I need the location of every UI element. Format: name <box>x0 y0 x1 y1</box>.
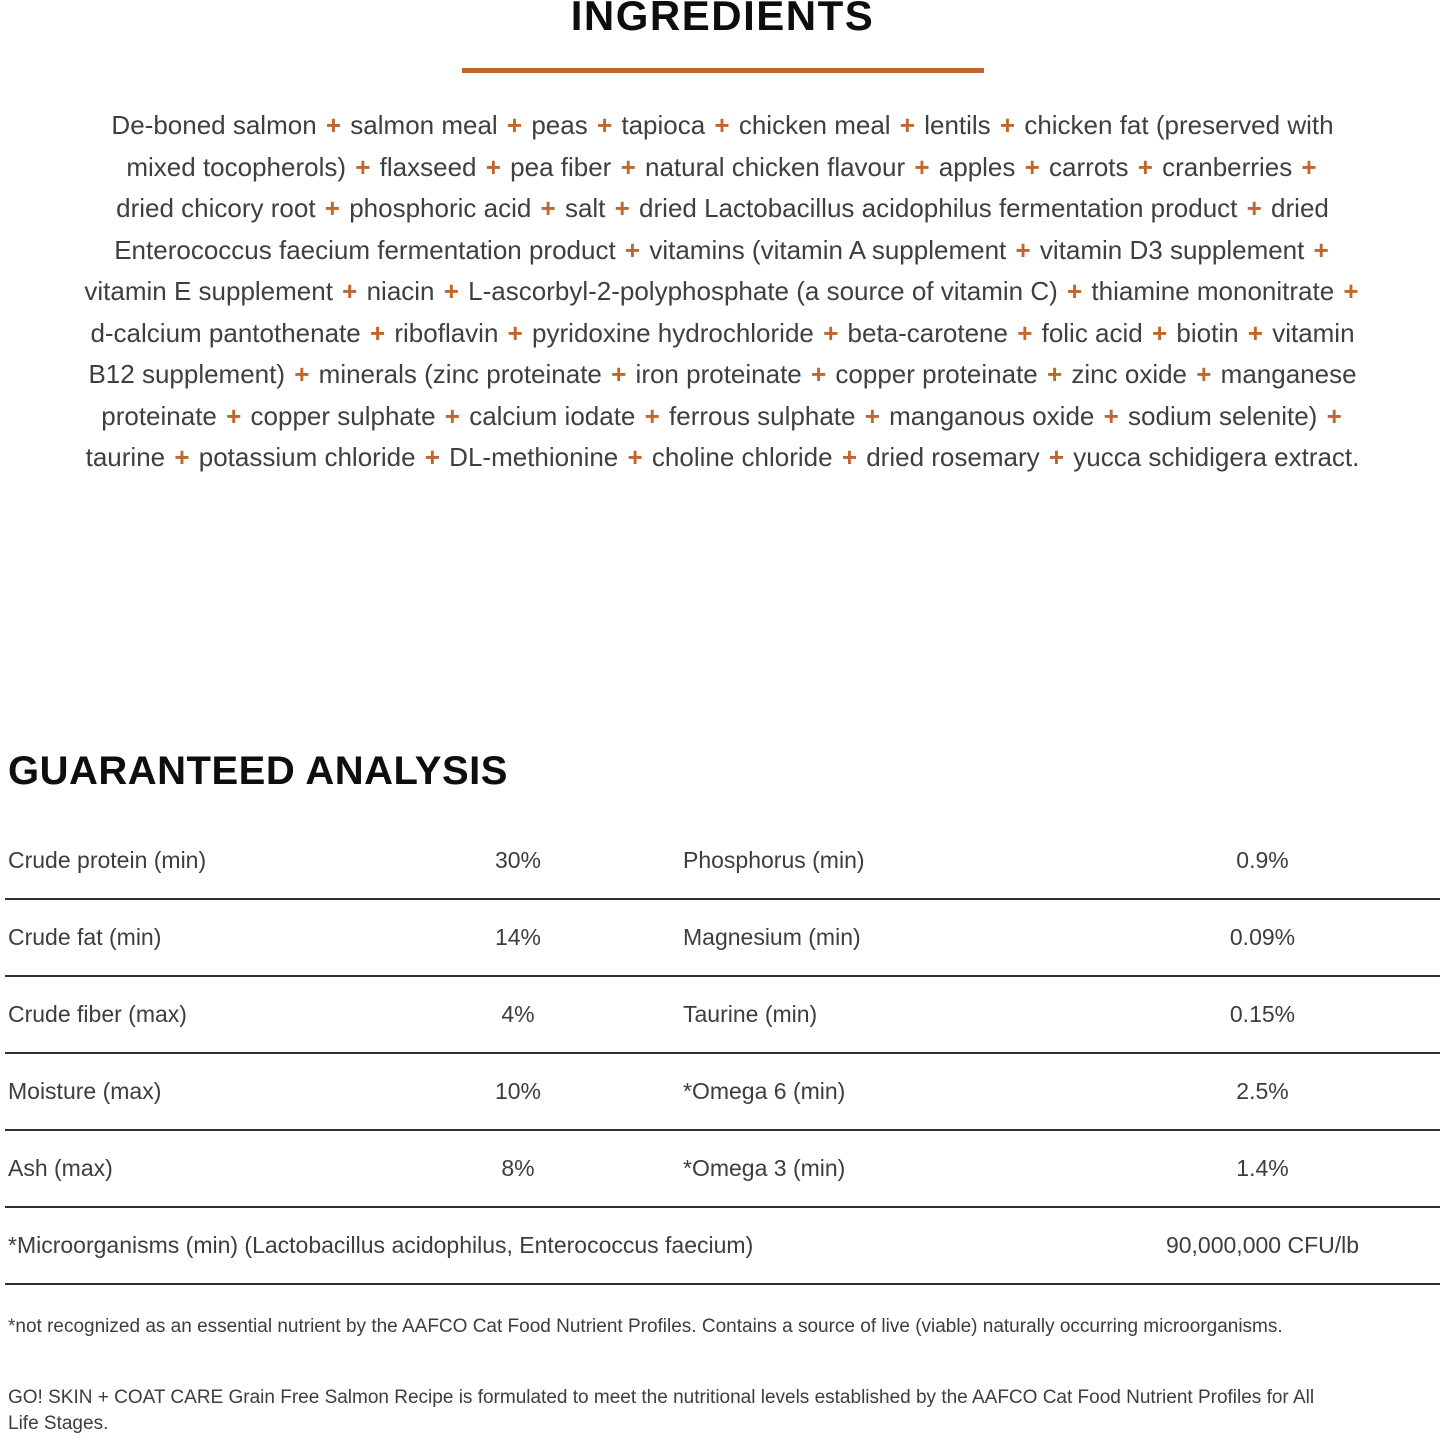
plus-separator: + <box>226 400 242 431</box>
plus-separator: + <box>1151 317 1168 348</box>
plus-separator: + <box>369 317 386 348</box>
orange-divider <box>462 68 984 73</box>
ingredients-line: vitamin E supplement + niacin + L-ascorbyl-2-polyphosphate (a source of vitamin C) + thiamine mononitrate + <box>84 276 1359 306</box>
nutrient-value-left: 8% <box>501 1154 535 1181</box>
nutrient-label-left: Moisture (max) <box>8 1077 162 1104</box>
ingredients-line: taurine + potassium chloride + DL-methionine + choline chloride + dried rosemary + yucca schidigera extract. <box>85 442 1360 472</box>
nutrient-value-left: 10% <box>494 1077 542 1104</box>
nutrient-value-right: 2.5% <box>1236 1077 1289 1104</box>
plus-separator: + <box>506 110 523 140</box>
plus-separator: + <box>324 193 340 223</box>
nutrient-label-left: Ash (max) <box>8 1154 113 1181</box>
guaranteed-analysis-table <box>5 823 1440 1285</box>
aafco-statement <box>8 1385 1437 1437</box>
plus-separator: + <box>444 400 460 431</box>
plus-separator: + <box>627 442 643 472</box>
nutrient-label-right: Magnesium (min) <box>683 923 861 950</box>
nutrient-value-left: 4% <box>501 1000 535 1027</box>
asterisk-footnote: *not recognized as an essential nutrient by the AAFCO Cat Food Nutrient Profiles. Contains a source of live (viable) naturally occurring microorganisms. <box>8 1315 1283 1337</box>
ingredients-line: dried chicory root + phosphoric acid + salt + dried Lactobacillus acidophilus fermentation product + dried <box>116 193 1329 223</box>
plus-separator: + <box>443 276 459 306</box>
nutrient-value-right: 1.4% <box>1236 1154 1289 1181</box>
plus-separator: + <box>714 110 730 140</box>
plus-separator: + <box>1103 400 1119 431</box>
plus-separator: + <box>325 110 342 140</box>
table-row <box>5 1054 1440 1131</box>
nutrient-label-right: *Omega 3 (min) <box>683 1154 846 1181</box>
plus-separator: + <box>540 193 556 223</box>
table-row <box>5 900 1440 977</box>
table-row <box>5 1131 1440 1208</box>
plus-separator: + <box>614 193 630 223</box>
plus-separator: + <box>620 151 636 182</box>
plus-separator: + <box>899 110 915 140</box>
guaranteed-analysis-title: GUARANTEED ANALYSIS <box>8 748 508 793</box>
plus-separator: + <box>1137 151 1153 182</box>
plus-separator: + <box>841 442 857 472</box>
plus-separator: + <box>1246 193 1262 223</box>
nutrient-value-left: 30% <box>494 846 542 873</box>
nutrient-value-right: 0.09% <box>1229 923 1296 950</box>
plus-separator: + <box>810 359 827 389</box>
plus-separator: + <box>342 276 358 306</box>
plus-separator: + <box>174 442 190 472</box>
ingredients-line: De-boned salmon + salmon meal + peas + tapioca + chicken meal + lentils + chicken fat (preserved with <box>111 110 1334 140</box>
plus-separator: + <box>864 400 880 431</box>
ingredients-line: mixed tocopherols) + flaxseed + pea fiber + natural chicken flavour + apples + carrots + cranberries + <box>126 151 1317 182</box>
plus-separator: + <box>1024 151 1040 182</box>
plus-separator: + <box>596 110 613 140</box>
ingredients-line: d-calcium pantothenate + riboflavin + pyridoxine hydrochloride + beta-carotene + folic acid + biotin + vitamin <box>90 317 1355 348</box>
plus-separator: + <box>355 151 371 182</box>
microorganisms-label: *Microorganisms (min) (Lactobacillus acidophilus, Enterococcus faecium) <box>8 1231 754 1258</box>
plus-separator: + <box>823 317 839 348</box>
plus-separator: + <box>914 151 930 182</box>
plus-separator: + <box>1301 151 1317 182</box>
microorganisms-value: 90,000,000 CFU/lb <box>1165 1231 1360 1258</box>
plus-separator: + <box>485 151 501 182</box>
ingredients-title: INGREDIENTS <box>570 0 875 39</box>
ingredients-list <box>0 105 1445 479</box>
plus-separator: + <box>1066 276 1083 306</box>
plus-separator: + <box>1046 359 1063 389</box>
aafco-statement-line: GO! SKIN + COAT CARE Grain Free Salmon Recipe is formulated to meet the nutritional levels established by the AAFCO Cat Food Nutrient Profiles for All <box>8 1386 1315 1408</box>
table-row <box>5 977 1440 1054</box>
plus-separator: + <box>1247 317 1263 348</box>
plus-separator: + <box>611 359 627 389</box>
ingredients-line: B12 supplement) + minerals (zinc proteinate + iron proteinate + copper proteinate + zinc oxide + manganese <box>88 359 1357 389</box>
plus-separator: + <box>424 442 440 472</box>
plus-separator: + <box>1017 317 1033 348</box>
nutrient-label-left: Crude fat (min) <box>8 923 162 950</box>
plus-separator: + <box>1343 276 1359 306</box>
plus-separator: + <box>1313 234 1329 265</box>
nutrient-label-right: Phosphorus (min) <box>683 846 865 873</box>
plus-separator: + <box>644 400 660 431</box>
plus-separator: + <box>1048 442 1065 472</box>
nutrient-value-left: 14% <box>494 923 542 950</box>
plus-separator: + <box>1015 234 1031 265</box>
ingredients-section <box>0 0 1445 479</box>
table-row-microorganisms <box>5 1208 1440 1285</box>
aafco-statement-line: Life Stages. <box>8 1412 109 1434</box>
nutrient-value-right: 0.9% <box>1236 846 1289 873</box>
plus-separator: + <box>624 234 641 265</box>
nutrient-label-right: Taurine (min) <box>683 1000 818 1027</box>
nutrient-label-right: *Omega 6 (min) <box>683 1077 846 1104</box>
nutrient-label-left: Crude protein (min) <box>8 846 207 873</box>
table-row <box>5 823 1440 900</box>
ingredients-line: Enterococcus faecium fermentation product + vitamins (vitamin A supplement + vitamin D3 supplement + <box>114 234 1329 265</box>
nutrient-label-left: Crude fiber (max) <box>8 1000 187 1027</box>
plus-separator: + <box>999 110 1016 140</box>
nutrient-value-right: 0.15% <box>1229 1000 1296 1027</box>
guaranteed-analysis-section <box>0 748 1445 1285</box>
plus-separator: + <box>507 317 523 348</box>
ingredients-line: proteinate + copper sulphate + calcium iodate + ferrous sulphate + manganous oxide + sodium selenite) + <box>101 400 1342 431</box>
plus-separator: + <box>294 359 310 389</box>
plus-separator: + <box>1326 400 1342 431</box>
plus-separator: + <box>1196 359 1212 389</box>
